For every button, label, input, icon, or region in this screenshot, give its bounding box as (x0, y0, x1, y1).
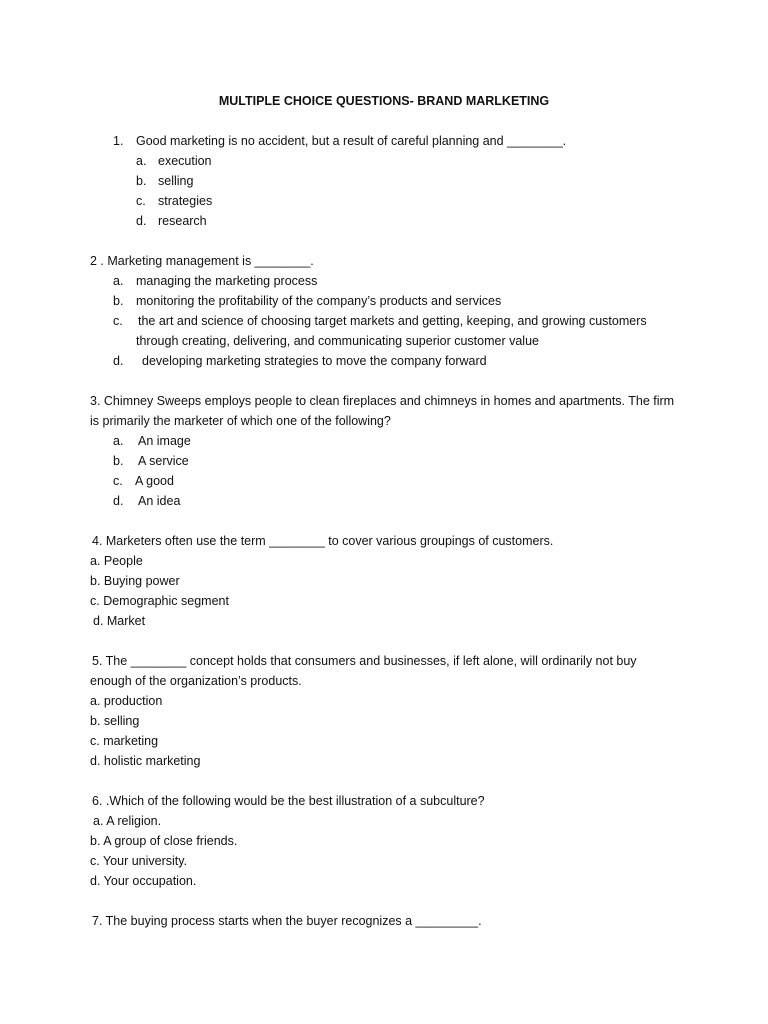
option-text: research (158, 214, 207, 228)
option-letter: b. (136, 174, 147, 188)
option-text: strategies (158, 194, 213, 208)
question-text: 7. The buying process starts when the buyer recognizes a _________. (92, 914, 482, 928)
option: a. People (90, 554, 143, 568)
option-text: monitoring the profitability of the company’s products and services (136, 294, 502, 308)
option-letter: d. (113, 494, 124, 508)
option: b. selling (90, 714, 140, 728)
question-text: 6. .Which of the following would be the best illustration of a subculture? (92, 794, 485, 808)
option-letter: c. (113, 314, 123, 328)
option-text: An image (138, 434, 191, 448)
question-text-continued: is primarily the marketer of which one of the following? (90, 414, 391, 428)
option: d. Market (93, 614, 146, 628)
option-text: developing marketing strategies to move the company forward (142, 354, 487, 368)
option-text: managing the marketing process (136, 274, 318, 288)
option-letter: d. (136, 214, 147, 228)
question-text: 3. Chimney Sweeps employs people to clean fireplaces and chimneys in homes and apartments. The firm (90, 394, 675, 408)
option-text: A service (138, 454, 189, 468)
option: a. production (90, 694, 163, 708)
question-number: 1. (113, 134, 124, 148)
question-text: 4. Marketers often use the term ________ to cover various groupings of customers. (92, 534, 554, 548)
question-text: 2 . Marketing management is ________. (90, 254, 314, 268)
option-letter: a. (113, 434, 124, 448)
option-text: execution (158, 154, 212, 168)
option: a. A religion. (93, 814, 162, 828)
option-letter: c. (113, 474, 123, 488)
option-text: A good (135, 474, 174, 488)
option-letter: b. (113, 294, 124, 308)
question-text: Good marketing is no accident, but a result of careful planning and ________. (136, 134, 567, 148)
option-letter: a. (136, 154, 147, 168)
option-letter: b. (113, 454, 124, 468)
option: d. holistic marketing (90, 754, 201, 768)
option: b. A group of close friends. (90, 834, 238, 848)
option-letter: d. (113, 354, 124, 368)
option-letter: c. (136, 194, 146, 208)
option-letter: a. (113, 274, 124, 288)
question-text-continued: enough of the organization’s products. (90, 674, 302, 688)
option-text: the art and science of choosing target markets and getting, keeping, and growing customers (138, 314, 647, 328)
option-text-continued: through creating, delivering, and communicating superior customer value (136, 334, 539, 348)
option: b. Buying power (90, 574, 180, 588)
document-title: MULTIPLE CHOICE QUESTIONS- BRAND MARLKETING (218, 94, 550, 108)
option-text: selling (158, 174, 194, 188)
option: d. Your occupation. (90, 874, 197, 888)
option: c. Demographic segment (90, 594, 229, 608)
option-text: An idea (138, 494, 181, 508)
question-text: 5. The ________ concept holds that consumers and businesses, if left alone, will ordinarily not buy (92, 654, 637, 668)
option: c. Your university. (90, 854, 188, 868)
option: c. marketing (90, 734, 159, 748)
